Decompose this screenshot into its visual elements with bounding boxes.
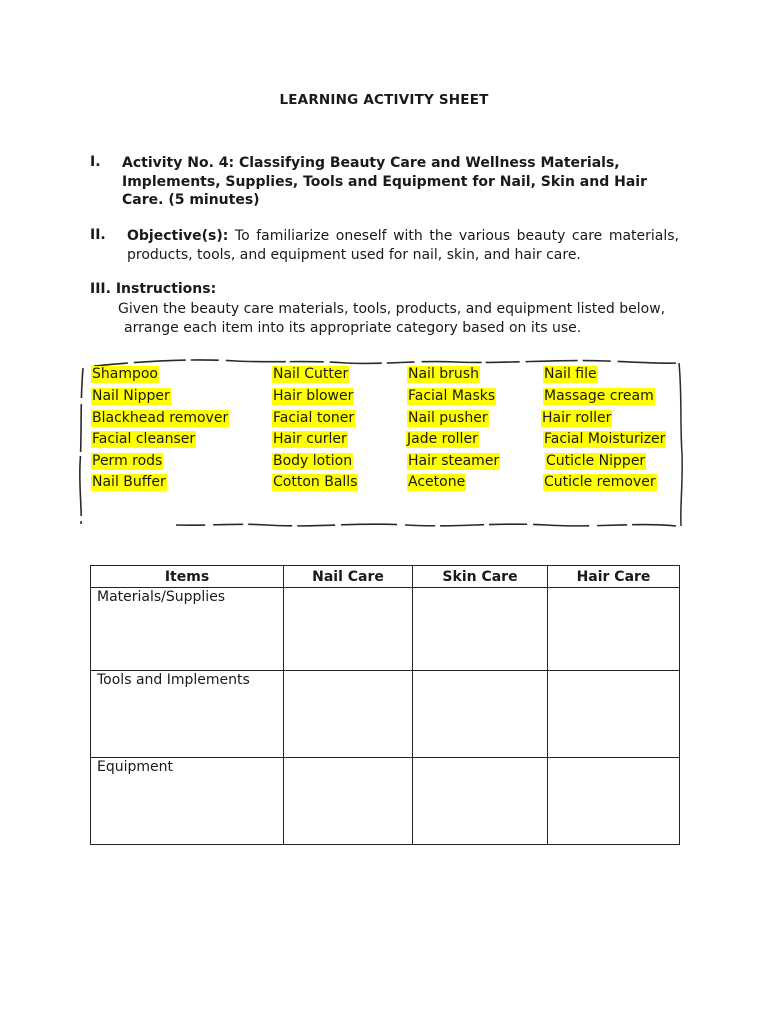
- word-bank-box: [76, 354, 688, 534]
- word-bank-item: Hair roller: [542, 410, 612, 426]
- answer-cell[interactable]: [548, 758, 680, 845]
- answer-cell[interactable]: [284, 671, 413, 758]
- word-bank-item: Facial Masks: [408, 388, 496, 404]
- word-bank-item: Jade roller: [407, 431, 478, 447]
- word-bank-item: Perm rods: [92, 453, 163, 469]
- word-bank-item: Nail pusher: [408, 410, 488, 426]
- row-label-equipment: Equipment: [91, 758, 284, 845]
- word-bank-item: Shampoo: [92, 366, 158, 382]
- answer-cell[interactable]: [413, 758, 548, 845]
- word-bank-item: Hair steamer: [408, 453, 500, 469]
- row-label-materials: Materials/Supplies: [91, 588, 284, 671]
- word-bank-item: Nail file: [544, 366, 597, 382]
- word-bank-item: Hair curler: [273, 431, 347, 447]
- header-hair-care: Hair Care: [548, 566, 680, 588]
- table-header-row: [91, 566, 680, 588]
- word-bank-item: Body lotion: [273, 453, 353, 469]
- table-row: [91, 588, 680, 671]
- answer-cell[interactable]: [413, 588, 548, 671]
- word-bank-item: Nail Cutter: [273, 366, 349, 382]
- word-bank-item: Massage cream: [544, 388, 654, 404]
- word-bank-item: Nail Nipper: [92, 388, 170, 404]
- answer-cell[interactable]: [413, 671, 548, 758]
- word-bank-item: Blackhead remover: [92, 410, 229, 426]
- sheet-title: LEARNING ACTIVITY SHEET: [279, 92, 489, 108]
- word-bank-item: Facial toner: [273, 410, 355, 426]
- word-bank-item: Acetone: [408, 474, 466, 490]
- table-row: [91, 671, 680, 758]
- instructions-line-2: arrange each item into its appropriate category based on its use.: [124, 319, 582, 336]
- header-items: Items: [91, 566, 284, 588]
- word-bank-item: Cuticle Nipper: [546, 453, 646, 469]
- objective-text: To familiarize oneself with the various beauty care materials, products, tools, and equipment used for nail, skin, and hair care.: [127, 228, 679, 263]
- classification-table: [90, 565, 680, 845]
- instructions-text: [118, 300, 688, 337]
- answer-cell[interactable]: [284, 758, 413, 845]
- word-bank-item: Facial cleanser: [92, 431, 196, 447]
- instructions-line-1: Given the beauty care materials, tools, products, and equipment listed below,: [118, 301, 666, 317]
- instructions-heading: III. Instructions:: [90, 281, 217, 297]
- activity-heading: Activity No. 4: Classifying Beauty Care and Wellness Materials, Implements, Supplies, Tools and Equipment for Nail, Skin and Hair Care. (5 minutes): [122, 155, 647, 208]
- word-bank-item: Cuticle remover: [544, 474, 656, 490]
- word-bank-item: Facial Moisturizer: [544, 431, 666, 447]
- word-bank-item: Nail brush: [408, 366, 479, 382]
- answer-cell[interactable]: [284, 588, 413, 671]
- section-2-numeral: II.: [90, 227, 106, 243]
- header-nail-care: Nail Care: [284, 566, 413, 588]
- word-bank-item: Cotton Balls: [273, 474, 358, 490]
- row-label-tools: Tools and Implements: [91, 671, 284, 758]
- answer-cell[interactable]: [548, 588, 680, 671]
- word-bank-item: Nail Buffer: [92, 474, 166, 490]
- answer-cell[interactable]: [548, 671, 680, 758]
- word-bank-item: Hair blower: [273, 388, 354, 404]
- objective-paragraph: [127, 227, 679, 264]
- table-row: [91, 758, 680, 845]
- section-1-numeral: I.: [90, 154, 101, 170]
- header-skin-care: Skin Care: [413, 566, 548, 588]
- objective-label: Objective(s):: [127, 228, 229, 244]
